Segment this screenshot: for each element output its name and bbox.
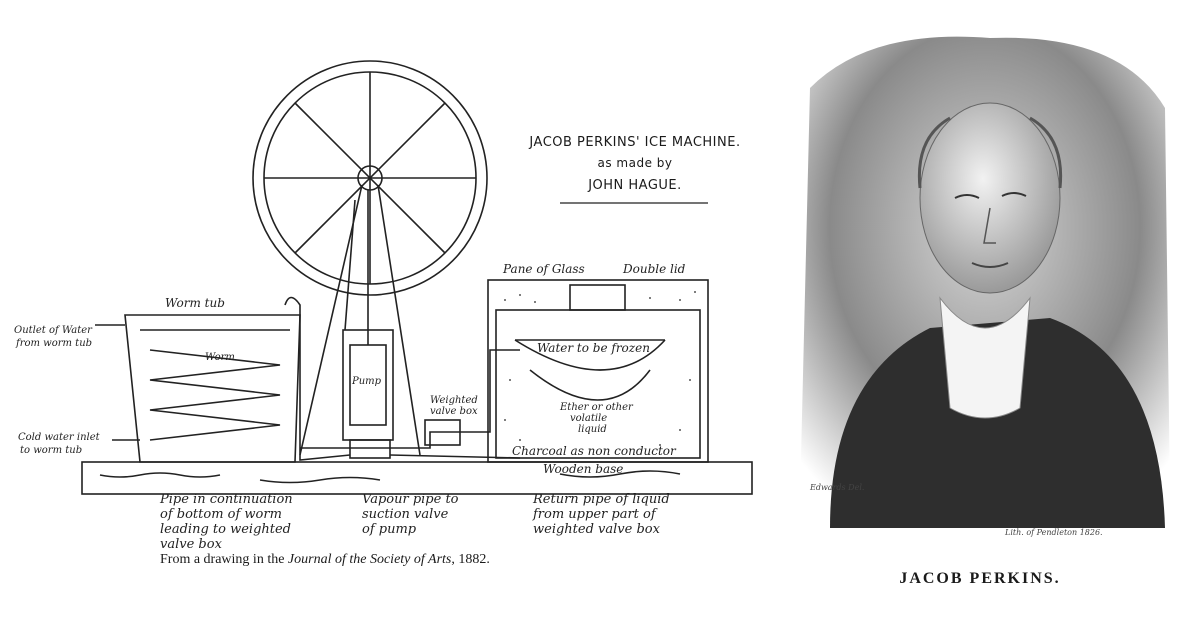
- pipes: [300, 350, 520, 458]
- title-line-3: JOHN HAGUE.: [588, 178, 682, 193]
- caption-suffix: , 1882.: [451, 552, 490, 567]
- label-weighted-2: valve box: [430, 406, 478, 417]
- caption-prefix: From a drawing in the: [160, 552, 288, 567]
- title-line-1: JACOB PERKINS' ICE MACHINE.: [529, 135, 741, 150]
- flywheel: [253, 61, 487, 295]
- label-worm: Worm: [205, 352, 235, 363]
- label-pipe-3: leading to weighted: [160, 522, 292, 537]
- label-charcoal: Charcoal as non conductor: [512, 444, 676, 458]
- diagram-title: [505, 135, 765, 193]
- label-vapour-1: Vapour pipe to: [362, 492, 459, 507]
- caption-journal: Journal of the Society of Arts: [287, 552, 452, 567]
- label-worm-tub: Worm tub: [165, 296, 225, 310]
- label-outlet: Outlet of Water: [14, 325, 92, 336]
- label-weighted: Weighted: [430, 395, 478, 406]
- lithographer-signature: Lith. of Pendleton 1826.: [1005, 528, 1103, 537]
- source-caption: [160, 552, 490, 568]
- label-wooden-base: Wooden base: [543, 462, 624, 476]
- label-outlet-2: from worm tub: [16, 338, 93, 349]
- wooden-base: [82, 462, 752, 494]
- label-return-2: from upper part of: [533, 507, 656, 522]
- portrait-engraving: [790, 28, 1185, 543]
- portrait-name: JACOB PERKINS.: [899, 570, 1061, 587]
- artist-signature: Edwards Del.: [810, 483, 865, 492]
- label-return-1: Return pipe of liquid: [533, 492, 670, 507]
- label-vapour-3: of pump: [362, 522, 417, 537]
- label-cold-inlet-2: to worm tub: [20, 445, 83, 456]
- label-return-3: weighted valve box: [533, 522, 660, 537]
- label-pipe-2: of bottom of worm: [160, 507, 282, 522]
- label-cold-inlet: Cold water inlet: [18, 432, 100, 443]
- label-pump: Pump: [352, 376, 382, 387]
- worm-tub: [95, 298, 350, 463]
- label-pane-of-glass: Pane of Glass: [503, 262, 585, 276]
- label-ether-3: liquid: [578, 424, 607, 435]
- face-shape: [920, 103, 1060, 293]
- label-ether: Ether or other: [560, 402, 633, 413]
- title-line-2: as made by: [597, 156, 673, 170]
- label-water-to-be-frozen: Water to be frozen: [537, 341, 650, 355]
- label-ether-2: volatile: [570, 413, 608, 424]
- label-vapour-2: suction valve: [362, 507, 449, 522]
- label-pipe-1: Pipe in continuation: [160, 492, 293, 507]
- pump-frame: [300, 185, 420, 458]
- label-double-lid: Double lid: [623, 262, 686, 276]
- label-pipe-4: valve box: [160, 537, 222, 552]
